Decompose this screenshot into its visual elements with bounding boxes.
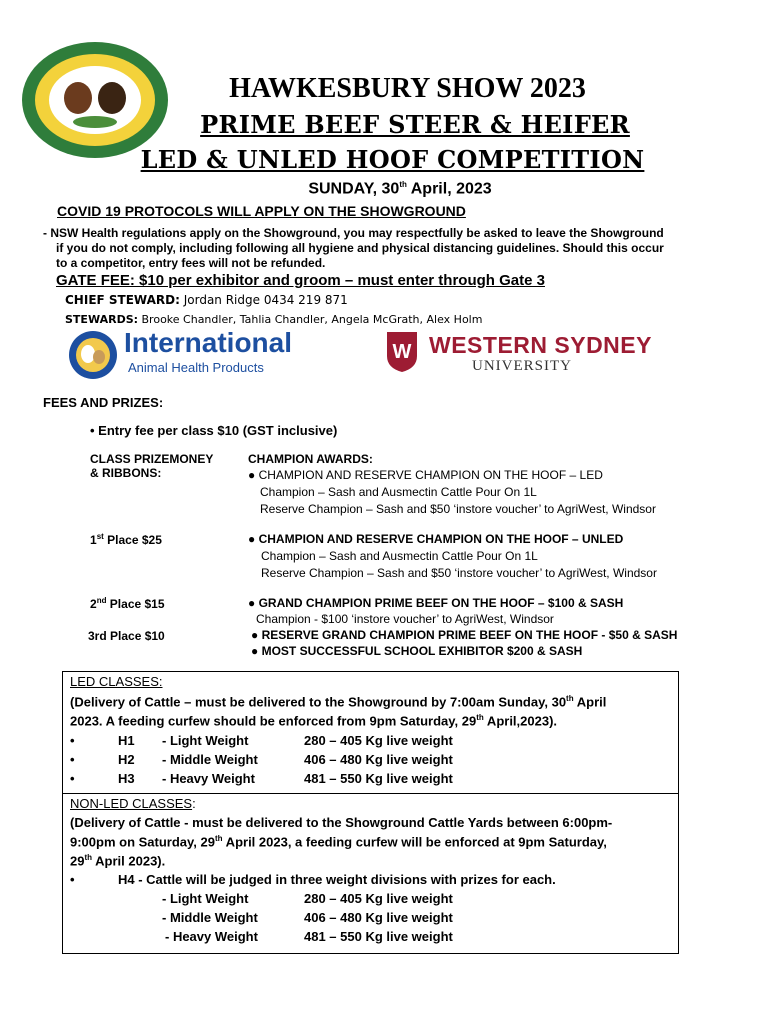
divider (62, 793, 679, 794)
led-heading: LED CLASSES: (70, 674, 163, 689)
nonled-delivery-line-3: 29th April 2023). (70, 853, 166, 869)
champion-awards: CHAMPION AWARDS: ● CHAMPION AND RESERVE CHAMPION ON THE HOOF – LED Champion – Sash and Ausmectin Cattle Pour On 1L Reserve Champion – Sash and $50 ‘instore voucher’ to AgriWest, Windsor (248, 452, 656, 516)
iahp-logo: International Animal Health Products (68, 330, 328, 380)
nonled-delivery-line-1: (Delivery of Cattle - must be delivered to the Showground Cattle Yards between 6:00pm- (70, 815, 613, 830)
third-place: 3rd Place $10 (88, 629, 165, 643)
covid-notice: - NSW Health regulations apply on the Showground, you may respectfully be asked to leave the Showground if you do not comply, including following all hygiene and physical distancing guidelines. Should this occur to a competitor, entry fees will not be refunded. (43, 226, 664, 270)
gate-fee: GATE FEE: $10 per exhibitor and groom – must enter through Gate 3 (56, 272, 545, 289)
wsu-logo: W WESTERN SYDNEY UNIVERSITY (387, 332, 657, 378)
class-prize-label: CLASS PRIZEMONEY & RIBBONS: (90, 452, 214, 480)
page-subtitle-2: LED & UNLED HOOF COMPETITION (140, 145, 645, 174)
chief-steward: CHIEF STEWARD: Jordan Ridge 0434 219 871 (65, 293, 348, 307)
stewards: STEWARDS: Brooke Chandler, Tahlia Chandler, Angela McGrath, Alex Holm (65, 313, 483, 326)
entry-fee: • Entry fee per class $10 (GST inclusive) (90, 423, 338, 438)
nonled-delivery-line-2: 9:00pm on Saturday, 29th April 2023, a feeding curfew will be enforced at 9pm Saturday, (70, 834, 607, 850)
champion-awards-unled: ● CHAMPION AND RESERVE CHAMPION ON THE HOOF – UNLED Champion – Sash and Ausmectin Cattle Pour On 1L Reserve Champion – Sash and $50 ‘instore voucher’ to AgriWest, Windsor (248, 532, 657, 580)
second-place: 2nd Place $15 (90, 596, 165, 611)
shield-icon (387, 332, 417, 372)
led-delivery-line-2: 2023. A feeding curfew should be enforced from 9pm Saturday, 29th April,2023). (70, 713, 558, 729)
svg-text:W: W (392, 341, 412, 363)
page-title: HAWKESBURY SHOW 2023 (229, 73, 586, 104)
page-subtitle-1: PRIME BEEF STEER & HEIFER (200, 110, 630, 139)
covid-heading: COVID 19 PROTOCOLS WILL APPLY ON THE SHOWGROUND (57, 203, 466, 219)
first-place: 1st Place $25 (90, 532, 162, 547)
grand-champion-awards: ● GRAND CHAMPION PRIME BEEF ON THE HOOF – $100 & SASH Champion - $100 ‘instore voucher’ to AgriWest, Windsor ● RESERVE GRAND CHAMPION PRIME BEEF ON THE HOOF - $50 & SASH ● MOST SUCCESSFUL SCHOOL EXHIBITOR $200 & SASH (248, 596, 678, 658)
nonled-heading: NON-LED CLASSES: (70, 796, 196, 811)
event-date: SUNDAY, 30th April, 2023 (308, 180, 492, 198)
globe-icon (68, 330, 118, 380)
fees-heading: FEES AND PRIZES: (43, 395, 164, 410)
led-delivery-line-1: (Delivery of Cattle – must be delivered to the Showground by 7:00am Sunday, 30th April (70, 694, 607, 710)
